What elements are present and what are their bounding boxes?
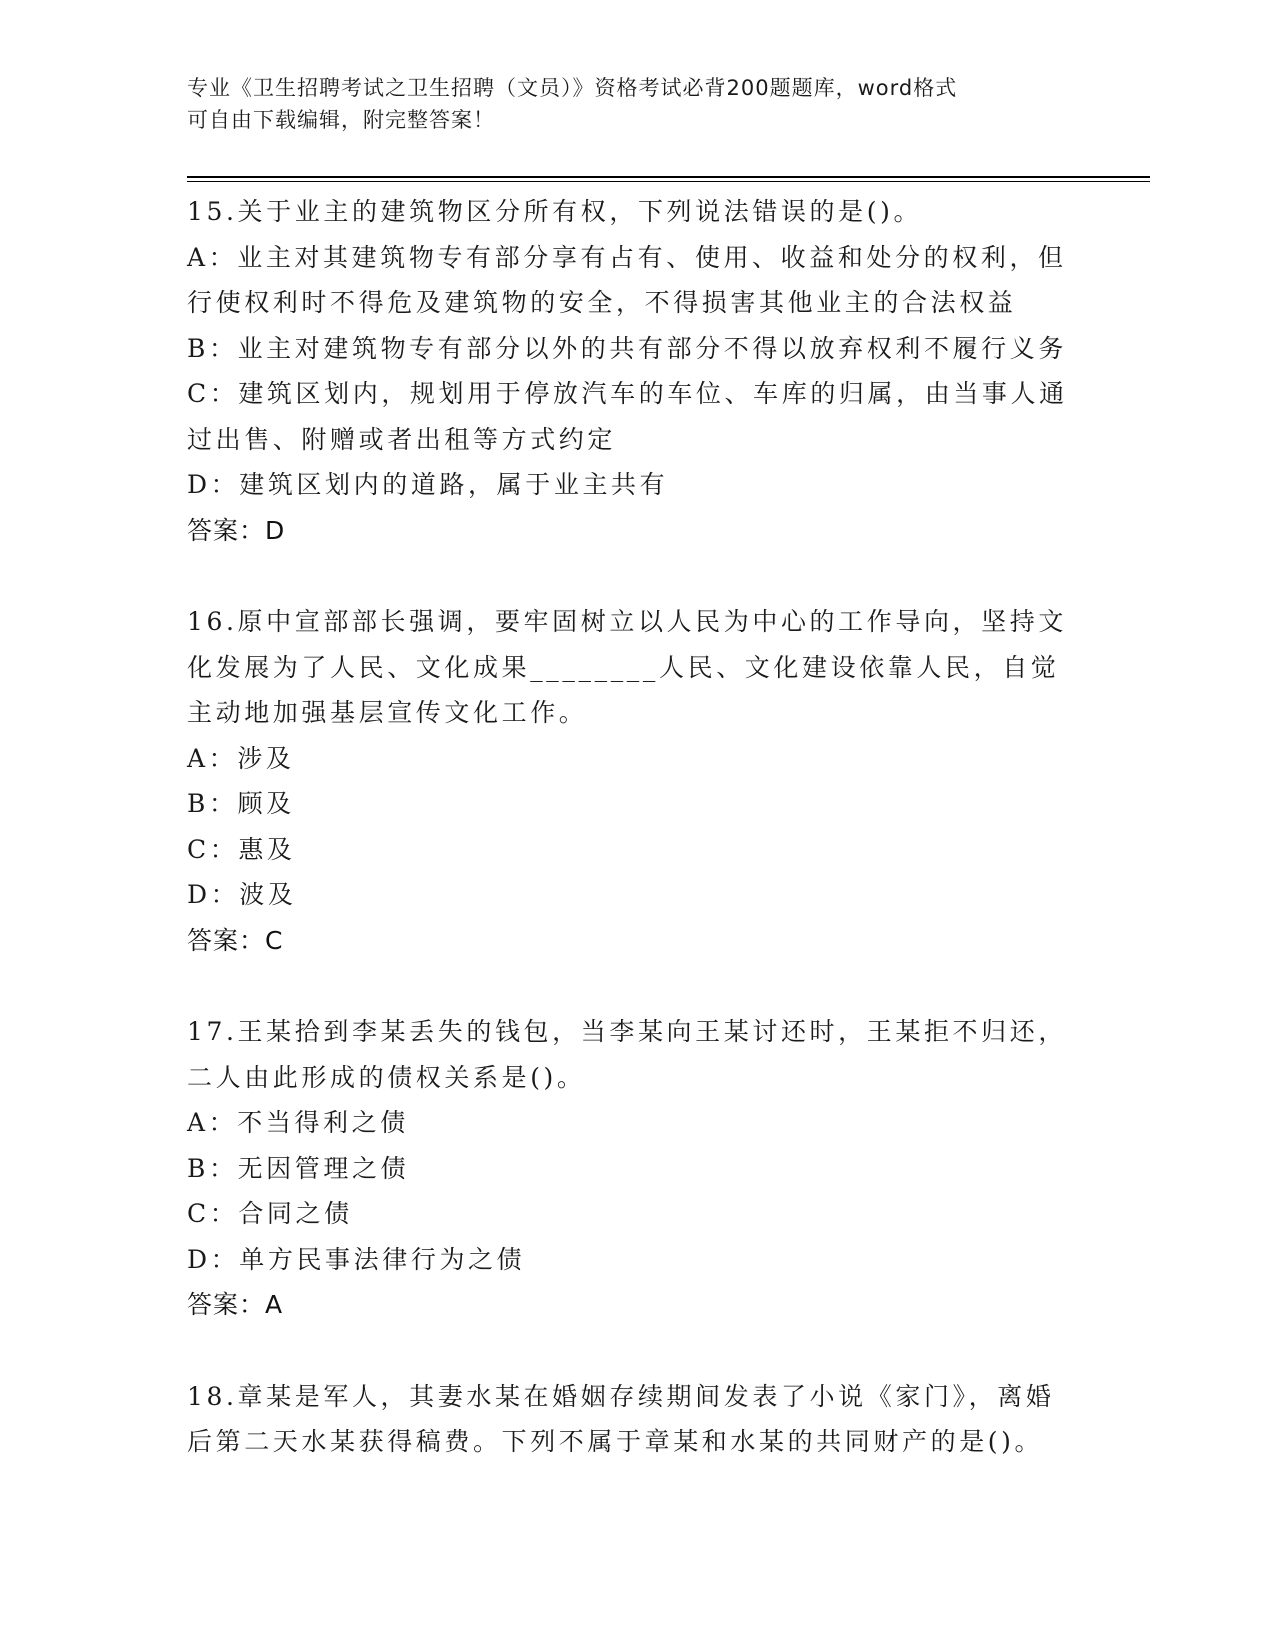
option-b: B：顾及 <box>187 789 295 818</box>
question-stem-continued: 后第二天水某获得稿费。下列不属于章某和水某的共同财产的是()。 <box>187 1427 1044 1456</box>
answer-label: 答案：A <box>187 1290 284 1319</box>
question-15 <box>187 189 1087 553</box>
question-stem-continued: 主动地加强基层宣传文化工作。 <box>187 698 588 727</box>
question-stem: 15.关于业主的建筑物区分所有权，下列说法错误的是()。 <box>187 197 923 226</box>
question-17 <box>187 1009 1087 1328</box>
answer-label: 答案：C <box>187 925 284 955</box>
document-header <box>187 72 1067 136</box>
option-a: A：不当得利之债 <box>187 1108 409 1137</box>
option-d: D：单方民事法律行为之债 <box>187 1244 526 1274</box>
option-d: D：建筑区划内的道路，属于业主共有 <box>187 470 669 499</box>
header-title-line-2: 可自由下载编辑，附完整答案！ <box>187 108 495 132</box>
question-stem-continued: 二人由此形成的债权关系是()。 <box>187 1062 586 1092</box>
option-b: B：无因管理之债 <box>187 1153 410 1183</box>
option-a: A：业主对其建筑物专有部分享有占有、使用、收益和处分的权利，但 <box>187 242 1067 272</box>
header-divider-thin <box>187 181 1150 182</box>
option-c: C：惠及 <box>187 834 296 864</box>
option-c: C：合同之债 <box>187 1199 353 1228</box>
question-stem: 18.章某是军人，其妻水某在婚姻存续期间发表了小说《家门》，离婚 <box>187 1381 1055 1411</box>
option-a-continued: 行使权利时不得危及建筑物的安全，不得损害其他业主的合法权益 <box>187 288 1017 317</box>
option-c: C：建筑区划内，规划用于停放汽车的车位、车库的归属，由当事人通 <box>187 379 1068 408</box>
option-c-continued: 过出售、附赠或者出租等方式约定 <box>187 424 617 454</box>
question-list <box>187 189 1087 1511</box>
answer-label: 答案：D <box>187 515 286 545</box>
header-divider-thick <box>187 176 1150 178</box>
question-16 <box>187 599 1087 963</box>
option-a: A：涉及 <box>187 743 295 773</box>
option-d: D：波及 <box>187 880 297 909</box>
question-stem: 17.王某拾到李某丢失的钱包，当李某向王某讨还时，王某拒不归还， <box>187 1017 1067 1046</box>
question-18 <box>187 1374 1087 1465</box>
question-stem: 16.原中宣部部长强调，要牢固树立以人民为中心的工作导向，坚持文 <box>187 607 1067 636</box>
option-b: B：业主对建筑物专有部分以外的共有部分不得以放弃权利不履行义务 <box>187 333 1067 363</box>
question-stem-continued: 化发展为了人民、文化成果________人民、文化建设依靠人民，自觉 <box>187 652 1060 682</box>
header-title-line-1: 专业《卫生招聘考试之卫生招聘（文员）》资格考试必背200题题库，word格式 <box>187 76 958 100</box>
